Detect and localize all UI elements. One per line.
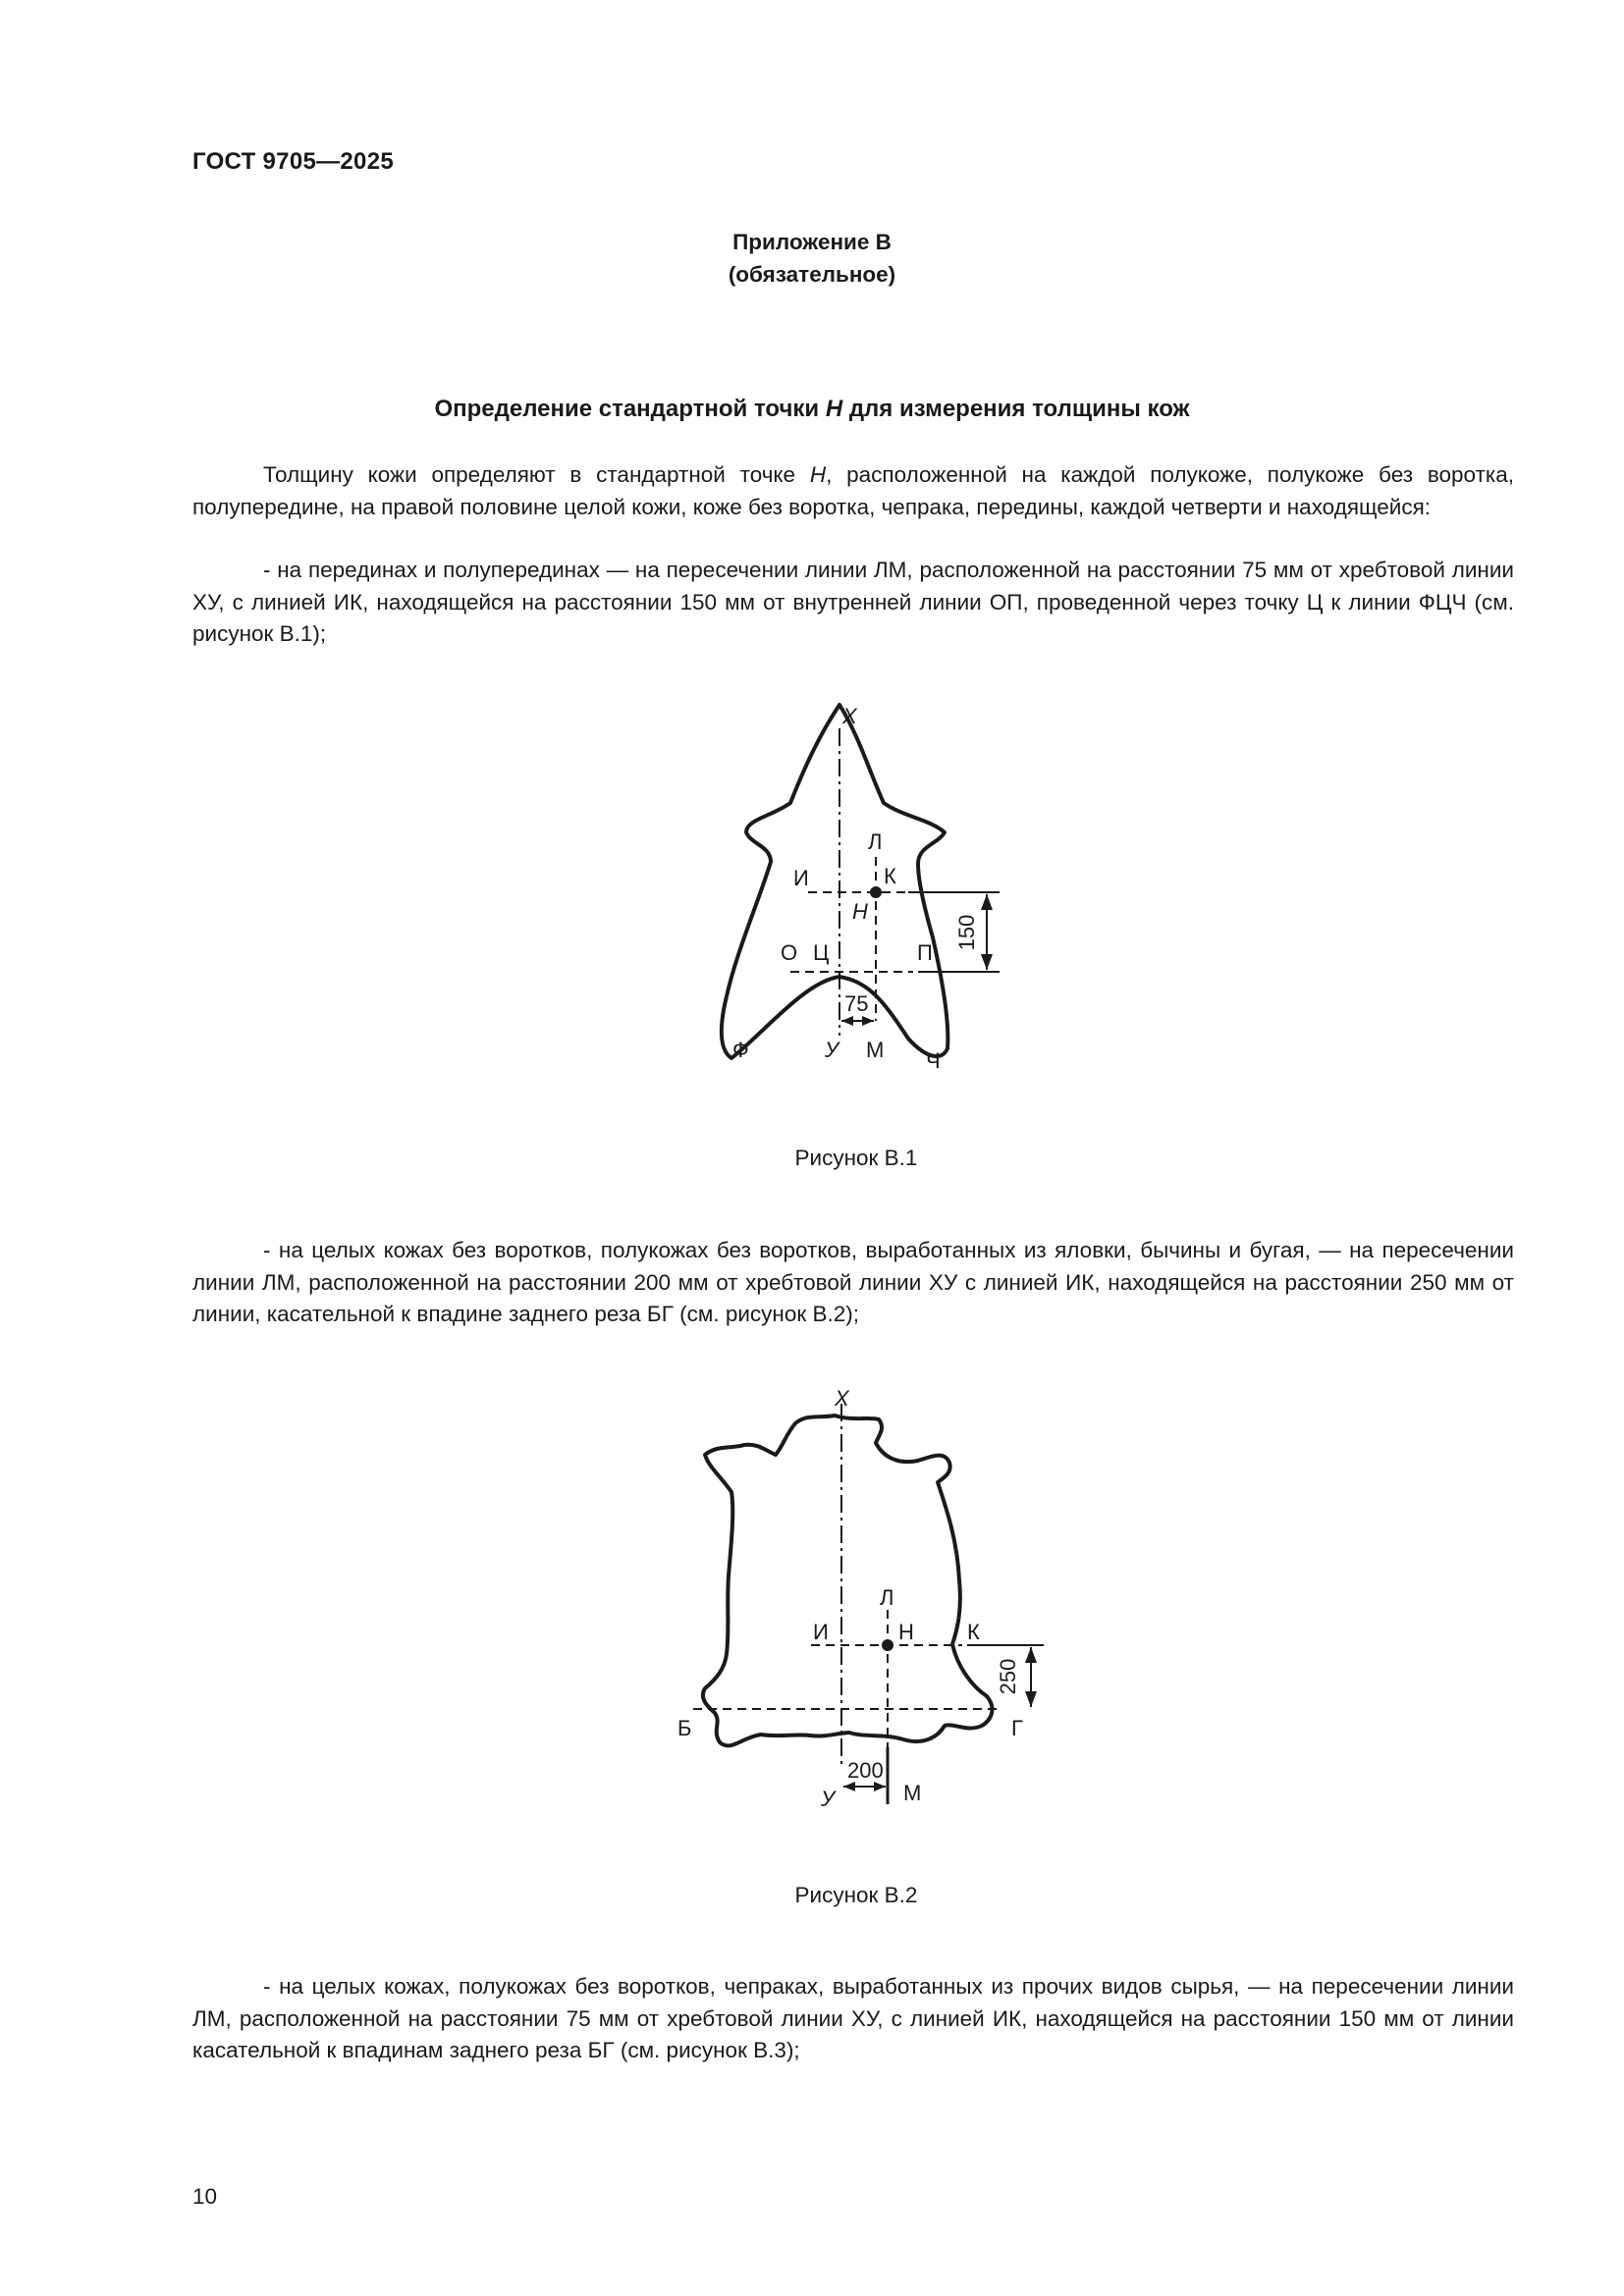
- figure-b1-label-h: Н: [852, 899, 868, 924]
- figure-b2-label-k: К: [967, 1620, 980, 1644]
- intro-text-a: Толщину кожи определяют в стандартной точке: [263, 462, 810, 487]
- figure-b2-label-x: Х: [835, 1386, 849, 1411]
- annex-name: Приложение В: [732, 230, 892, 254]
- figure-b2-arrow-right: [874, 1782, 886, 1791]
- figure-b1-label-l: Л: [868, 829, 883, 854]
- figure-b2-label-m: М: [903, 1781, 922, 1805]
- title-symbol: Н: [825, 396, 843, 422]
- figure-b2-arrow-top: [1025, 1647, 1037, 1663]
- figure-b2-label-h: Н: [898, 1620, 914, 1644]
- figure-b2-hide-outline: [703, 1415, 993, 1745]
- figure-b1-dim-75-label: 75: [844, 991, 869, 1016]
- intro-text-b: , расположенной на каждой полукоже, полукоже без воротка, полупередине, на правой половине целой кожи, коже без воротка, чепрака, передины, каждой четверти и находящейся:: [192, 462, 1514, 519]
- figure-b2-label-l: Л: [880, 1585, 894, 1610]
- intro-symbol: Н: [809, 462, 827, 487]
- figure-b1-label-ts: Ц: [813, 940, 830, 965]
- page-number: 10: [192, 2184, 218, 2209]
- title-text-before: Определение стандартной точки: [434, 396, 826, 422]
- figure-b1-label-p: П: [917, 940, 933, 965]
- figure-b1-label-y: У: [825, 1038, 839, 1062]
- figure-b2-label-i: И: [813, 1620, 829, 1644]
- title-text-after: для измерения толщины кож: [842, 396, 1190, 422]
- figure-b1-label-o: О: [781, 940, 798, 965]
- figure-b2-dim-250-label: 250: [996, 1658, 1020, 1695]
- figure-b1-label-f: Ф: [732, 1038, 749, 1062]
- paragraph-whole-hides: - на целых кожах без воротков, полукожах без воротков, выработанных из яловки, бычины и бугая, — на пересечении линии ЛМ, расположенной на расстоянии 200 мм от хребтовой линии ХУ с линией ИК, находящейся на расстоянии 250 мм от линии, касательной к впадине заднего реза БГ (см. рисунок В.2);: [192, 1238, 1514, 1326]
- figure-b1-label-m: М: [866, 1038, 885, 1062]
- figure-b2-arrow-left: [843, 1782, 855, 1791]
- figure-b1-label-ch: Ч: [926, 1048, 941, 1073]
- figure-b1-label-k: К: [884, 864, 896, 888]
- figure-b2-label-g: Г: [1011, 1716, 1023, 1740]
- figure-b2-arrow-bottom: [1025, 1691, 1037, 1707]
- figure-b1-label-i: И: [793, 866, 809, 890]
- figure-b2-caption: Рисунок В.2: [794, 1883, 918, 1907]
- annex-status: (обязательное): [728, 262, 896, 287]
- figure-b1-label-x: Х: [842, 704, 857, 728]
- figure-b2-dim-200-label: 200: [847, 1758, 884, 1783]
- paragraph-half-backs: - на перединах и полуперединах — на пересечении линии ЛМ, расположенной на расстоянии 75 мм от хребтовой линии ХУ, с линией ИК, находящейся на расстоянии 150 мм от внутренней линии ОП, проведенной через точку Ц к линии ФЦЧ (см. рисунок В.1);: [192, 558, 1514, 646]
- figure-b2-label-y: У: [821, 1787, 836, 1811]
- figure-b1-dim-150-label: 150: [954, 914, 979, 951]
- figure-b1-caption: Рисунок В.1: [794, 1146, 918, 1170]
- paragraph-other-raw: - на целых кожах, полукожах без воротков, чепраках, выработанных из прочих видов сырья, — на пересечении линии ЛМ, расположенной на расстоянии 75 мм от хребтовой линии ХУ, с линией ИК, находящейся на расстоянии 150 мм от линии касательной к впадинам заднего реза БГ (см. рисунок В.3);: [192, 1974, 1514, 2062]
- figure-b2-label-b: Б: [677, 1716, 692, 1740]
- figure-b2-point-h: [882, 1639, 893, 1651]
- standard-designation: ГОСТ 9705—2025: [192, 148, 395, 175]
